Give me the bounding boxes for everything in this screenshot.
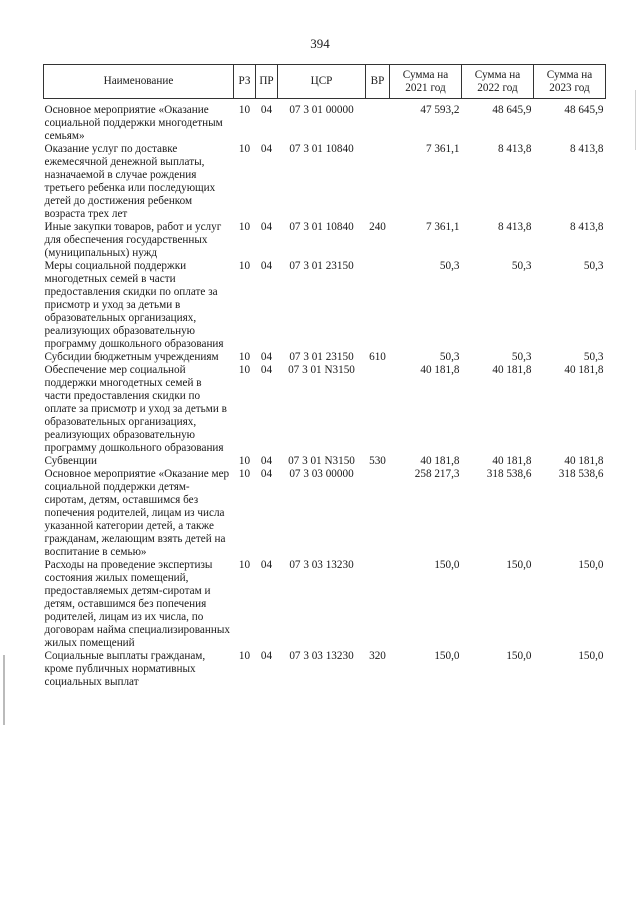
row-name: Социальные выплаты гражданам, кроме публичных нормативных социальных выплат xyxy=(44,650,206,688)
header-name: Наименование xyxy=(44,65,234,99)
row-vr xyxy=(366,99,390,144)
table-row xyxy=(44,143,606,221)
row-sum-2021: 7 361,1 xyxy=(425,143,460,155)
row-sum-2023: 40 181,8 xyxy=(564,455,604,467)
header-vr: ВР xyxy=(366,65,390,99)
row-sum-2023: 8 413,8 xyxy=(569,221,604,233)
row-vr xyxy=(366,260,390,351)
header-sum-2022: Сумма на 2022 год xyxy=(462,65,534,99)
row-sum-2022: 318 538,6 xyxy=(486,468,532,480)
row-pr: 04 xyxy=(260,364,273,376)
scan-edge-mark xyxy=(3,655,5,725)
header-rz: РЗ xyxy=(234,65,256,99)
table-row xyxy=(44,559,606,650)
row-name: Обеспечение мер социальной поддержки многодетных семей в части предоставления скидки по оплате за присмотр и уход за детьми в образовательных организациях, реализующих образовательную программу дошкольного образования xyxy=(44,364,227,454)
row-pr: 04 xyxy=(260,351,273,363)
row-name: Иные закупки товаров, работ и услуг для обеспечения государственных (муниципальных) нужд xyxy=(44,221,222,259)
row-vr: 530 xyxy=(369,455,386,467)
row-sum-2021: 258 217,3 xyxy=(414,468,460,480)
row-name: Основное мероприятие «Оказание мер социальной поддержки детям-сиротам, детям, оставшимся без попечения родителей, лицам из числа указанной категории детей, а также гражданам, желающим взять детей на воспитание в семью» xyxy=(44,468,230,558)
row-vr: 610 xyxy=(369,351,386,363)
row-rz: 10 xyxy=(238,351,251,363)
row-pr: 04 xyxy=(260,221,273,233)
row-sum-2021: 40 181,8 xyxy=(420,364,460,376)
table-row xyxy=(44,351,606,364)
row-sum-2023: 50,3 xyxy=(583,260,604,272)
row-sum-2023: 50,3 xyxy=(583,351,604,363)
row-csr: 07 3 03 00000 xyxy=(289,468,354,480)
row-csr: 07 3 01 00000 xyxy=(289,104,354,116)
row-vr xyxy=(366,143,390,221)
row-name: Субвенции xyxy=(44,455,97,467)
row-sum-2023: 8 413,8 xyxy=(569,143,604,155)
row-csr: 07 3 03 13230 xyxy=(289,650,354,662)
row-rz: 10 xyxy=(238,650,251,662)
row-sum-2021: 150,0 xyxy=(434,650,460,662)
row-csr: 07 3 01 23150 xyxy=(289,351,354,363)
table-header-row xyxy=(44,65,606,99)
table-body xyxy=(44,99,606,690)
row-sum-2023: 40 181,8 xyxy=(564,364,604,376)
row-pr: 04 xyxy=(260,468,273,480)
table-row xyxy=(44,99,606,144)
row-csr: 07 3 03 13230 xyxy=(289,559,354,571)
row-rz: 10 xyxy=(238,559,251,571)
row-sum-2022: 50,3 xyxy=(511,351,532,363)
row-vr: 320 xyxy=(369,650,386,662)
row-rz: 10 xyxy=(238,260,251,272)
row-rz: 10 xyxy=(238,104,251,116)
table-row xyxy=(44,364,606,455)
header-sum-2021: Сумма на 2021 год xyxy=(390,65,462,99)
row-sum-2022: 150,0 xyxy=(506,559,532,571)
row-name: Оказание услуг по доставке ежемесячной денежной выплаты, назначаемой в случае рождения третьего ребенка или последующих детей до достижения ребенком возраста трех лет xyxy=(44,143,216,220)
row-name: Основное мероприятие «Оказание социальной поддержки многодетным семьям» xyxy=(44,104,223,142)
row-rz: 10 xyxy=(238,221,251,233)
row-vr xyxy=(366,468,390,559)
row-csr: 07 3 01 N3150 xyxy=(288,455,355,467)
row-sum-2022: 150,0 xyxy=(506,650,532,662)
row-csr: 07 3 01 10840 xyxy=(289,221,354,233)
row-pr: 04 xyxy=(260,104,273,116)
row-sum-2022: 8 413,8 xyxy=(497,143,532,155)
row-sum-2021: 47 593,2 xyxy=(420,104,460,116)
table-row xyxy=(44,650,606,689)
page-number: 394 xyxy=(310,36,330,51)
header-pr: ПР xyxy=(256,65,278,99)
row-rz: 10 xyxy=(238,364,251,376)
row-sum-2023: 150,0 xyxy=(578,650,604,662)
table-row xyxy=(44,221,606,260)
row-pr: 04 xyxy=(260,455,273,467)
row-rz: 10 xyxy=(238,468,251,480)
row-sum-2021: 50,3 xyxy=(439,260,460,272)
row-pr: 04 xyxy=(260,650,273,662)
row-sum-2022: 40 181,8 xyxy=(492,364,532,376)
row-csr: 07 3 01 10840 xyxy=(289,143,354,155)
row-sum-2021: 40 181,8 xyxy=(420,455,460,467)
row-sum-2023: 48 645,9 xyxy=(564,104,604,116)
row-pr: 04 xyxy=(260,260,273,272)
row-vr xyxy=(366,364,390,455)
row-sum-2021: 50,3 xyxy=(439,351,460,363)
row-sum-2023: 150,0 xyxy=(578,559,604,571)
row-pr: 04 xyxy=(260,143,273,155)
budget-table xyxy=(43,64,606,689)
table-row xyxy=(44,260,606,351)
header-csr: ЦСР xyxy=(278,65,366,99)
row-rz: 10 xyxy=(238,143,251,155)
row-sum-2022: 48 645,9 xyxy=(492,104,532,116)
row-csr: 07 3 01 23150 xyxy=(289,260,354,272)
header-sum-2023: Сумма на 2023 год xyxy=(534,65,606,99)
row-sum-2022: 8 413,8 xyxy=(497,221,532,233)
row-sum-2021: 7 361,1 xyxy=(425,221,460,233)
table-row xyxy=(44,455,606,468)
row-sum-2021: 150,0 xyxy=(434,559,460,571)
row-vr xyxy=(366,559,390,650)
scan-edge-mark xyxy=(635,90,636,150)
row-vr: 240 xyxy=(369,221,386,233)
row-name: Меры социальной поддержки многодетных семей в части предоставления скидки по оплате за присмотр и уход за детьми в образовательных организациях, реализующих образовательную программу дошкольного образования xyxy=(44,260,224,350)
row-sum-2022: 40 181,8 xyxy=(492,455,532,467)
row-rz: 10 xyxy=(238,455,251,467)
row-sum-2022: 50,3 xyxy=(511,260,532,272)
row-csr: 07 3 01 N3150 xyxy=(288,364,355,376)
row-name: Расходы на проведение экспертизы состояния жилых помещений, предоставляемых детям-сиротам и детям, оставшимся без попечения родителей, лицам из их числа, по договорам найма специализированных жилых помещений xyxy=(44,559,230,649)
row-sum-2023: 318 538,6 xyxy=(558,468,604,480)
table-row xyxy=(44,468,606,559)
row-pr: 04 xyxy=(260,559,273,571)
row-name: Субсидии бюджетным учреждениям xyxy=(44,351,219,363)
